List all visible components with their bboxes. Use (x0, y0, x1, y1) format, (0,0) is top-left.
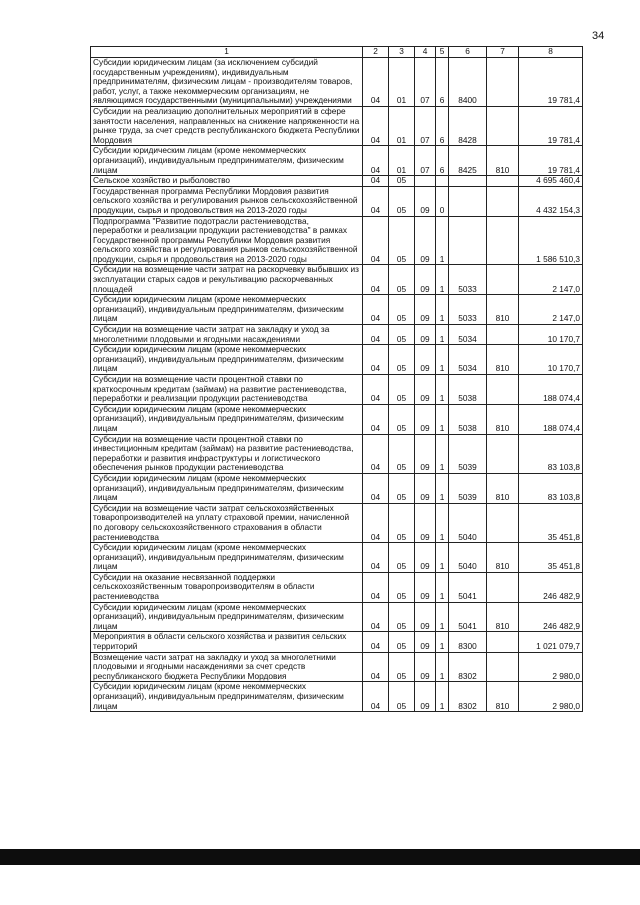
row-subprogram: 1 (436, 652, 449, 682)
row-expense-type (487, 58, 519, 107)
row-target-code: 5041 (449, 602, 487, 632)
row-subsection: 05 (389, 186, 415, 216)
row-subprogram: 1 (436, 682, 449, 712)
table-row (91, 265, 583, 295)
row-subprogram: 1 (436, 216, 449, 265)
table-row (91, 58, 583, 107)
row-subsection: 05 (389, 325, 415, 345)
row-program (415, 176, 436, 187)
row-subprogram: 1 (436, 602, 449, 632)
row-target-code: 5039 (449, 434, 487, 473)
row-subprogram: 1 (436, 295, 449, 325)
row-program: 09 (415, 434, 436, 473)
row-subsection: 05 (389, 295, 415, 325)
row-section: 04 (363, 375, 389, 405)
table-row (91, 106, 583, 145)
row-section: 04 (363, 632, 389, 652)
row-amount: 19 781,4 (519, 106, 583, 145)
row-target-code: 8425 (449, 146, 487, 176)
row-name: Субсидии юридическим лицам (кроме некоммерческих организаций), индивидуальным предпринимателям, физическим лицам (91, 543, 363, 573)
row-subprogram: 1 (436, 543, 449, 573)
row-subprogram: 6 (436, 58, 449, 107)
header-col-8: 8 (519, 47, 583, 58)
row-section: 04 (363, 146, 389, 176)
row-target-code: 5038 (449, 404, 487, 434)
row-section: 04 (363, 295, 389, 325)
table-row (91, 434, 583, 473)
row-subsection: 05 (389, 434, 415, 473)
row-section: 04 (363, 176, 389, 187)
row-section: 04 (363, 325, 389, 345)
row-name: Субсидии юридическим лицам (кроме некоммерческих организаций), индивидуальным предпринимателям, физическим лицам (91, 473, 363, 503)
row-expense-type: 810 (487, 404, 519, 434)
row-section: 04 (363, 652, 389, 682)
table-row (91, 295, 583, 325)
row-name: Субсидии на возмещение части затрат на раскорчевку выбывших из эксплуатации старых садов и рекультивацию раскорчеванных площадей (91, 265, 363, 295)
row-subprogram: 6 (436, 146, 449, 176)
row-target-code (449, 186, 487, 216)
row-subprogram: 1 (436, 632, 449, 652)
row-expense-type (487, 186, 519, 216)
row-expense-type (487, 375, 519, 405)
row-name: Государственная программа Республики Мордовия развития сельского хозяйства и регулирования рынков сельскохозяйственной продукции, сырья и продовольствия на 2013-2020 годы (91, 186, 363, 216)
row-section: 04 (363, 216, 389, 265)
row-expense-type (487, 265, 519, 295)
row-program: 09 (415, 543, 436, 573)
row-subsection: 05 (389, 543, 415, 573)
row-section: 04 (363, 186, 389, 216)
table-row (91, 186, 583, 216)
row-program: 09 (415, 632, 436, 652)
row-program: 07 (415, 58, 436, 107)
row-expense-type (487, 106, 519, 145)
row-subsection: 05 (389, 632, 415, 652)
row-program: 09 (415, 503, 436, 542)
row-subprogram: 1 (436, 404, 449, 434)
row-subprogram: 0 (436, 186, 449, 216)
row-program: 09 (415, 265, 436, 295)
row-section: 04 (363, 602, 389, 632)
header-col-3: 3 (389, 47, 415, 58)
row-name: Субсидии юридическим лицам (кроме некоммерческих организаций), индивидуальным предпринимателям, физическим лицам (91, 295, 363, 325)
row-subsection: 05 (389, 176, 415, 187)
table-row (91, 146, 583, 176)
row-program: 09 (415, 295, 436, 325)
row-name: Субсидии на оказание несвязанной поддержки сельскохозяйственным товаропроизводителям в области растениеводства (91, 572, 363, 602)
page-number: 34 (592, 30, 605, 42)
row-target-code: 5039 (449, 473, 487, 503)
row-name: Субсидии на возмещение части процентной ставки по инвестиционным кредитам (займам) на развитие растениеводства, переработки и развития инфраструктуры и логистического обеспечения рынков продукции растениеводства (91, 434, 363, 473)
row-amount: 10 170,7 (519, 345, 583, 375)
table-row (91, 652, 583, 682)
row-subprogram: 6 (436, 106, 449, 145)
row-subprogram: 1 (436, 434, 449, 473)
row-program: 09 (415, 473, 436, 503)
row-subsection: 05 (389, 602, 415, 632)
scan-bottom-edge (0, 849, 640, 865)
budget-table (90, 46, 583, 712)
row-amount: 83 103,8 (519, 434, 583, 473)
table-row (91, 632, 583, 652)
row-target-code (449, 176, 487, 187)
row-program: 09 (415, 602, 436, 632)
row-program: 09 (415, 652, 436, 682)
row-subprogram: 1 (436, 572, 449, 602)
table-row (91, 325, 583, 345)
row-subsection: 05 (389, 682, 415, 712)
row-name: Субсидии юридическим лицам (за исключением субсидий государственным учреждениям), индивидуальным предпринимателям, физическим лицам - производителям товаров, работ, услуг, а также некоммерческим организациям, не являющимся государственными (муниципальными) учреждениями (91, 58, 363, 107)
table-row (91, 176, 583, 187)
row-expense-type (487, 572, 519, 602)
row-subprogram: 1 (436, 503, 449, 542)
row-section: 04 (363, 572, 389, 602)
row-program: 09 (415, 375, 436, 405)
row-target-code: 8302 (449, 682, 487, 712)
row-amount: 35 451,8 (519, 543, 583, 573)
header-col-7: 7 (487, 47, 519, 58)
row-target-code: 5034 (449, 345, 487, 375)
header-col-4: 4 (415, 47, 436, 58)
row-amount: 2 147,0 (519, 265, 583, 295)
table-row (91, 503, 583, 542)
row-target-code: 5038 (449, 375, 487, 405)
row-expense-type: 810 (487, 682, 519, 712)
row-program: 09 (415, 216, 436, 265)
row-program: 09 (415, 682, 436, 712)
row-name: Субсидии юридическим лицам (кроме некоммерческих организаций), индивидуальным предпринимателям, физическим лицам (91, 602, 363, 632)
row-expense-type: 810 (487, 473, 519, 503)
row-section: 04 (363, 58, 389, 107)
table-row (91, 543, 583, 573)
table-row (91, 345, 583, 375)
row-section: 04 (363, 682, 389, 712)
row-subsection: 05 (389, 652, 415, 682)
row-expense-type (487, 434, 519, 473)
row-subsection: 05 (389, 404, 415, 434)
row-amount: 35 451,8 (519, 503, 583, 542)
row-section: 04 (363, 503, 389, 542)
row-subsection: 05 (389, 473, 415, 503)
row-expense-type: 810 (487, 146, 519, 176)
row-target-code: 5033 (449, 265, 487, 295)
header-col-2: 2 (363, 47, 389, 58)
table-row (91, 602, 583, 632)
row-subsection: 05 (389, 265, 415, 295)
row-target-code: 5034 (449, 325, 487, 345)
table-row (91, 473, 583, 503)
row-expense-type (487, 325, 519, 345)
row-program: 09 (415, 404, 436, 434)
row-target-code (449, 216, 487, 265)
row-amount: 4 695 460,4 (519, 176, 583, 187)
row-subprogram: 1 (436, 375, 449, 405)
row-name: Субсидии юридическим лицам (кроме некоммерческих организаций), индивидуальным предпринимателям, физическим лицам (91, 146, 363, 176)
row-amount: 1 021 079,7 (519, 632, 583, 652)
row-amount: 2 980,0 (519, 682, 583, 712)
row-expense-type (487, 652, 519, 682)
row-target-code: 5040 (449, 503, 487, 542)
row-name: Субсидии юридическим лицам (кроме некоммерческих организаций), индивидуальным предпринимателям, физическим лицам (91, 682, 363, 712)
row-amount: 246 482,9 (519, 602, 583, 632)
row-target-code: 8300 (449, 632, 487, 652)
row-expense-type: 810 (487, 345, 519, 375)
row-subprogram: 1 (436, 325, 449, 345)
row-subprogram: 1 (436, 473, 449, 503)
row-amount: 19 781,4 (519, 58, 583, 107)
row-subsection: 01 (389, 106, 415, 145)
row-section: 04 (363, 106, 389, 145)
row-subsection: 05 (389, 375, 415, 405)
row-program: 07 (415, 106, 436, 145)
table-row (91, 216, 583, 265)
table-row (91, 375, 583, 405)
row-target-code: 5041 (449, 572, 487, 602)
row-subprogram: 1 (436, 345, 449, 375)
row-amount: 188 074,4 (519, 404, 583, 434)
row-name: Сельское хозяйство и рыболовство (91, 176, 363, 187)
row-subsection: 01 (389, 146, 415, 176)
row-subprogram: 1 (436, 265, 449, 295)
row-expense-type: 810 (487, 602, 519, 632)
row-program: 09 (415, 325, 436, 345)
table-row (91, 572, 583, 602)
row-section: 04 (363, 265, 389, 295)
row-subprogram (436, 176, 449, 187)
row-expense-type (487, 176, 519, 187)
row-amount: 246 482,9 (519, 572, 583, 602)
row-target-code: 8428 (449, 106, 487, 145)
row-name: Субсидии на возмещение части процентной ставки по краткосрочным кредитам (займам) на развитие растениеводства, переработки и реализации продукции растениеводства (91, 375, 363, 405)
row-amount: 10 170,7 (519, 325, 583, 345)
row-amount: 4 432 154,3 (519, 186, 583, 216)
row-name: Субсидии на возмещение части затрат на закладку и уход за многолетними плодовыми и ягодными насаждениями (91, 325, 363, 345)
header-col-6: 6 (449, 47, 487, 58)
row-amount: 2 980,0 (519, 652, 583, 682)
row-expense-type (487, 503, 519, 542)
row-name: Субсидии юридическим лицам (кроме некоммерческих организаций), индивидуальным предпринимателям, физическим лицам (91, 345, 363, 375)
row-section: 04 (363, 345, 389, 375)
row-amount: 83 103,8 (519, 473, 583, 503)
row-name: Субсидии юридическим лицам (кроме некоммерческих организаций), индивидуальным предпринимателям, физическим лицам (91, 404, 363, 434)
row-name: Подпрограмма "Развитие подотрасли растениеводства, переработки и реализации продукции растениеводства" в рамках Государственной программы Республики Мордовия развития сельского хозяйства и регулирования рынков сельскохозяйственной продукции, сырья и продовольствия на 2013-2020 годы (91, 216, 363, 265)
row-amount: 2 147,0 (519, 295, 583, 325)
table-header-row (91, 47, 583, 58)
row-expense-type (487, 216, 519, 265)
table-row (91, 404, 583, 434)
row-subsection: 05 (389, 572, 415, 602)
table-row (91, 682, 583, 712)
row-name: Возмещение части затрат на закладку и уход за многолетними плодовыми и ягодными насаждениями за счет средств республиканского бюджета Республики Мордовия (91, 652, 363, 682)
row-subsection: 01 (389, 58, 415, 107)
row-section: 04 (363, 434, 389, 473)
row-expense-type: 810 (487, 543, 519, 573)
row-target-code: 8302 (449, 652, 487, 682)
row-program: 09 (415, 186, 436, 216)
row-name: Мероприятия в области сельского хозяйства и развития сельских территорий (91, 632, 363, 652)
row-amount: 1 586 510,3 (519, 216, 583, 265)
header-col-1: 1 (91, 47, 363, 58)
row-expense-type (487, 632, 519, 652)
row-program: 09 (415, 345, 436, 375)
row-name: Субсидии на реализацию дополнительных мероприятий в сфере занятости населения, направленных на снижение напряженности на рынке труда, за счет средств республиканского бюджета Республики Мордовия (91, 106, 363, 145)
row-subsection: 05 (389, 503, 415, 542)
row-name: Субсидии на возмещение части затрат сельскохозяйственных товаропроизводителей на уплату страховой премии, начисленной по договору сельскохозяйственного страхования в области растениеводства (91, 503, 363, 542)
row-section: 04 (363, 543, 389, 573)
row-target-code: 8400 (449, 58, 487, 107)
row-program: 07 (415, 146, 436, 176)
row-target-code: 5040 (449, 543, 487, 573)
row-amount: 19 781,4 (519, 146, 583, 176)
row-subsection: 05 (389, 345, 415, 375)
row-amount: 188 074,4 (519, 375, 583, 405)
row-subsection: 05 (389, 216, 415, 265)
row-target-code: 5033 (449, 295, 487, 325)
header-col-5: 5 (436, 47, 449, 58)
row-section: 04 (363, 473, 389, 503)
row-section: 04 (363, 404, 389, 434)
row-program: 09 (415, 572, 436, 602)
row-expense-type: 810 (487, 295, 519, 325)
